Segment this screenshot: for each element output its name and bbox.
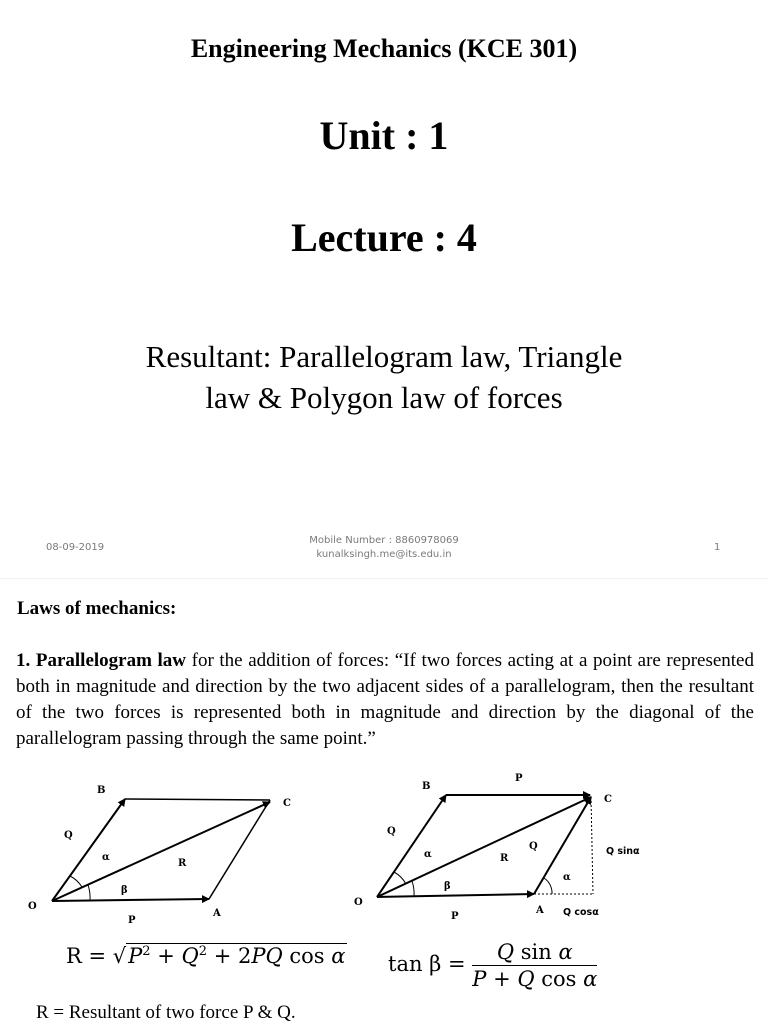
angle-alpha-arc-2	[394, 872, 406, 884]
label-beta: β	[121, 885, 128, 896]
angle-alpha2-arc	[544, 878, 552, 894]
lecture-title: Lecture : 4	[291, 215, 477, 260]
label-a: A	[213, 908, 221, 919]
label-alpha2: α	[563, 872, 571, 883]
label-c: C	[283, 798, 291, 809]
label-r-2: R	[500, 853, 509, 864]
subtitle-line-1: Resultant: Parallelogram law, Triangle	[145, 339, 623, 374]
label-c-2: C	[604, 794, 612, 805]
side-bc	[125, 799, 270, 800]
slide-subtitle	[0, 336, 768, 418]
label-beta-2: β	[444, 881, 451, 892]
resultant-r-arrow	[52, 802, 270, 901]
label-alpha-2: α	[424, 849, 432, 860]
label-a-2: A	[536, 905, 544, 916]
parallelogram-diagram-1	[28, 785, 291, 926]
tan-beta-formula	[388, 940, 597, 991]
label-q-cos: Q cosα	[563, 907, 599, 918]
q-sin-dotted-line	[591, 797, 593, 894]
label-r: R	[178, 858, 187, 869]
law1-text: for the addition of forces: “If two forces acting at a point are represented both in magnitude and direction by the two adjacent sides of a parallelogram, then the resultant of the two forces is represented both in magnitude and direction by the diagonal of the parallelogram passing through the same point.”	[16, 650, 754, 749]
parallelogram-diagram-2	[354, 773, 640, 922]
force-p-arrow	[52, 899, 209, 901]
footer-page-number: 1	[714, 542, 721, 553]
parallelogram-law-paragraph	[16, 648, 754, 752]
law1-title: 1. Parallelogram law	[16, 650, 187, 671]
force-diagrams	[0, 760, 768, 940]
formula-r-rhs: $√P^2 + Q^2 + 2PQ$ cos α	[112, 944, 346, 968]
angle-beta-arc	[88, 885, 90, 900]
resultant-caption: R = Resultant of two force P & Q.	[36, 1002, 296, 1023]
label-o: O	[28, 901, 37, 912]
footer-date: 08-09-2019	[46, 542, 105, 553]
label-p-2: P	[451, 911, 459, 922]
angle-alpha-arc	[70, 876, 82, 887]
label-b: B	[97, 785, 106, 796]
formula-r-lhs: R =	[66, 944, 113, 968]
label-q: Q	[64, 830, 73, 841]
formula-tan-fraction: $\frac{\text{Q sin α}}{\text{P + Q cos α}}$	[472, 940, 598, 991]
label-alpha: α	[102, 852, 110, 863]
force-p-arrow-2	[377, 894, 534, 897]
footer-email: kunalksingh.me@its.edu.in	[316, 549, 452, 560]
resultant-r-arrow-2	[377, 797, 591, 897]
label-q-2: Q	[387, 826, 396, 837]
label-q-inner: Q	[529, 841, 538, 852]
subtitle-line-2: law & Polygon law of forces	[205, 380, 563, 415]
angle-beta-arc-2	[412, 881, 414, 896]
label-b-2: B	[422, 781, 431, 792]
footer-contact	[0, 534, 768, 562]
footer-mobile: Mobile Number : 8860978069	[309, 535, 459, 546]
laws-heading: Laws of mechanics:	[17, 598, 177, 619]
course-title: Engineering Mechanics (KCE 301)	[190, 34, 578, 63]
label-p-top: P	[515, 773, 523, 784]
resultant-formula	[66, 944, 347, 968]
label-p: P	[128, 915, 136, 926]
label-q-sin: Q sinα	[606, 846, 640, 857]
unit-title: Unit : 1	[319, 113, 449, 158]
label-o-2: O	[354, 897, 363, 908]
formula-tan-lhs: tan β =	[388, 952, 473, 976]
page-divider	[0, 578, 768, 579]
